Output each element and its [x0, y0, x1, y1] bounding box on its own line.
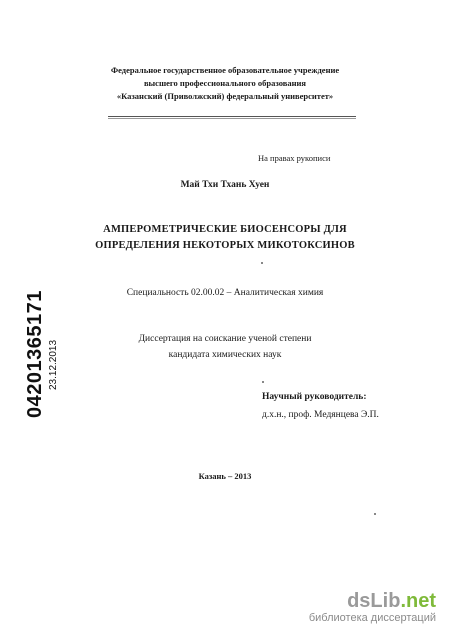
supervisor-name: д.х.н., проф. Медянцева Э.П. [262, 410, 379, 420]
dissertation-line-1: Диссертация на соискание ученой степени [138, 334, 312, 344]
scan-speck [374, 513, 376, 515]
watermark [309, 590, 436, 625]
dissertation-line-2: кандидата химических наук [168, 350, 282, 360]
specialty-line: Специальность 02.00.02 – Аналитическая химия [126, 288, 324, 298]
header-divider-secondary [108, 118, 356, 119]
institution-line-2: высшего профессионального образования [143, 78, 307, 88]
manuscript-note: На правах рукописи [258, 153, 331, 163]
watermark-logo-part1: dsLib [347, 590, 401, 612]
supervisor-label: Научный руководитель: [262, 392, 367, 402]
author-name: Май Тхи Тхань Хуен [180, 180, 270, 190]
watermark-subtitle: библиотека диссертаций [308, 612, 436, 624]
scan-speck [261, 262, 263, 264]
thesis-title-line-2: ОПРЕДЕЛЕНИЯ НЕКОТОРЫХ МИКОТОКСИНОВ [95, 240, 355, 251]
institution-line-3: «Казанский (Приволжский) федеральный университет» [116, 91, 334, 101]
stamp-number: 04201365171 [24, 290, 46, 418]
stamp-date: 23.12.2013 [48, 339, 59, 390]
thesis-title-line-1: АМПЕРОМЕТРИЧЕСКИЕ БИОСЕНСОРЫ ДЛЯ [103, 224, 347, 235]
header-divider [108, 116, 356, 117]
library-stamp [24, 290, 64, 420]
scan-speck [262, 381, 264, 383]
institution-line-1: Федеральное государственное образовательное учреждение [110, 65, 340, 75]
place-year: Казань – 2013 [198, 471, 252, 481]
watermark-logo-part2: .net [400, 590, 436, 612]
watermark-logo [309, 590, 436, 612]
